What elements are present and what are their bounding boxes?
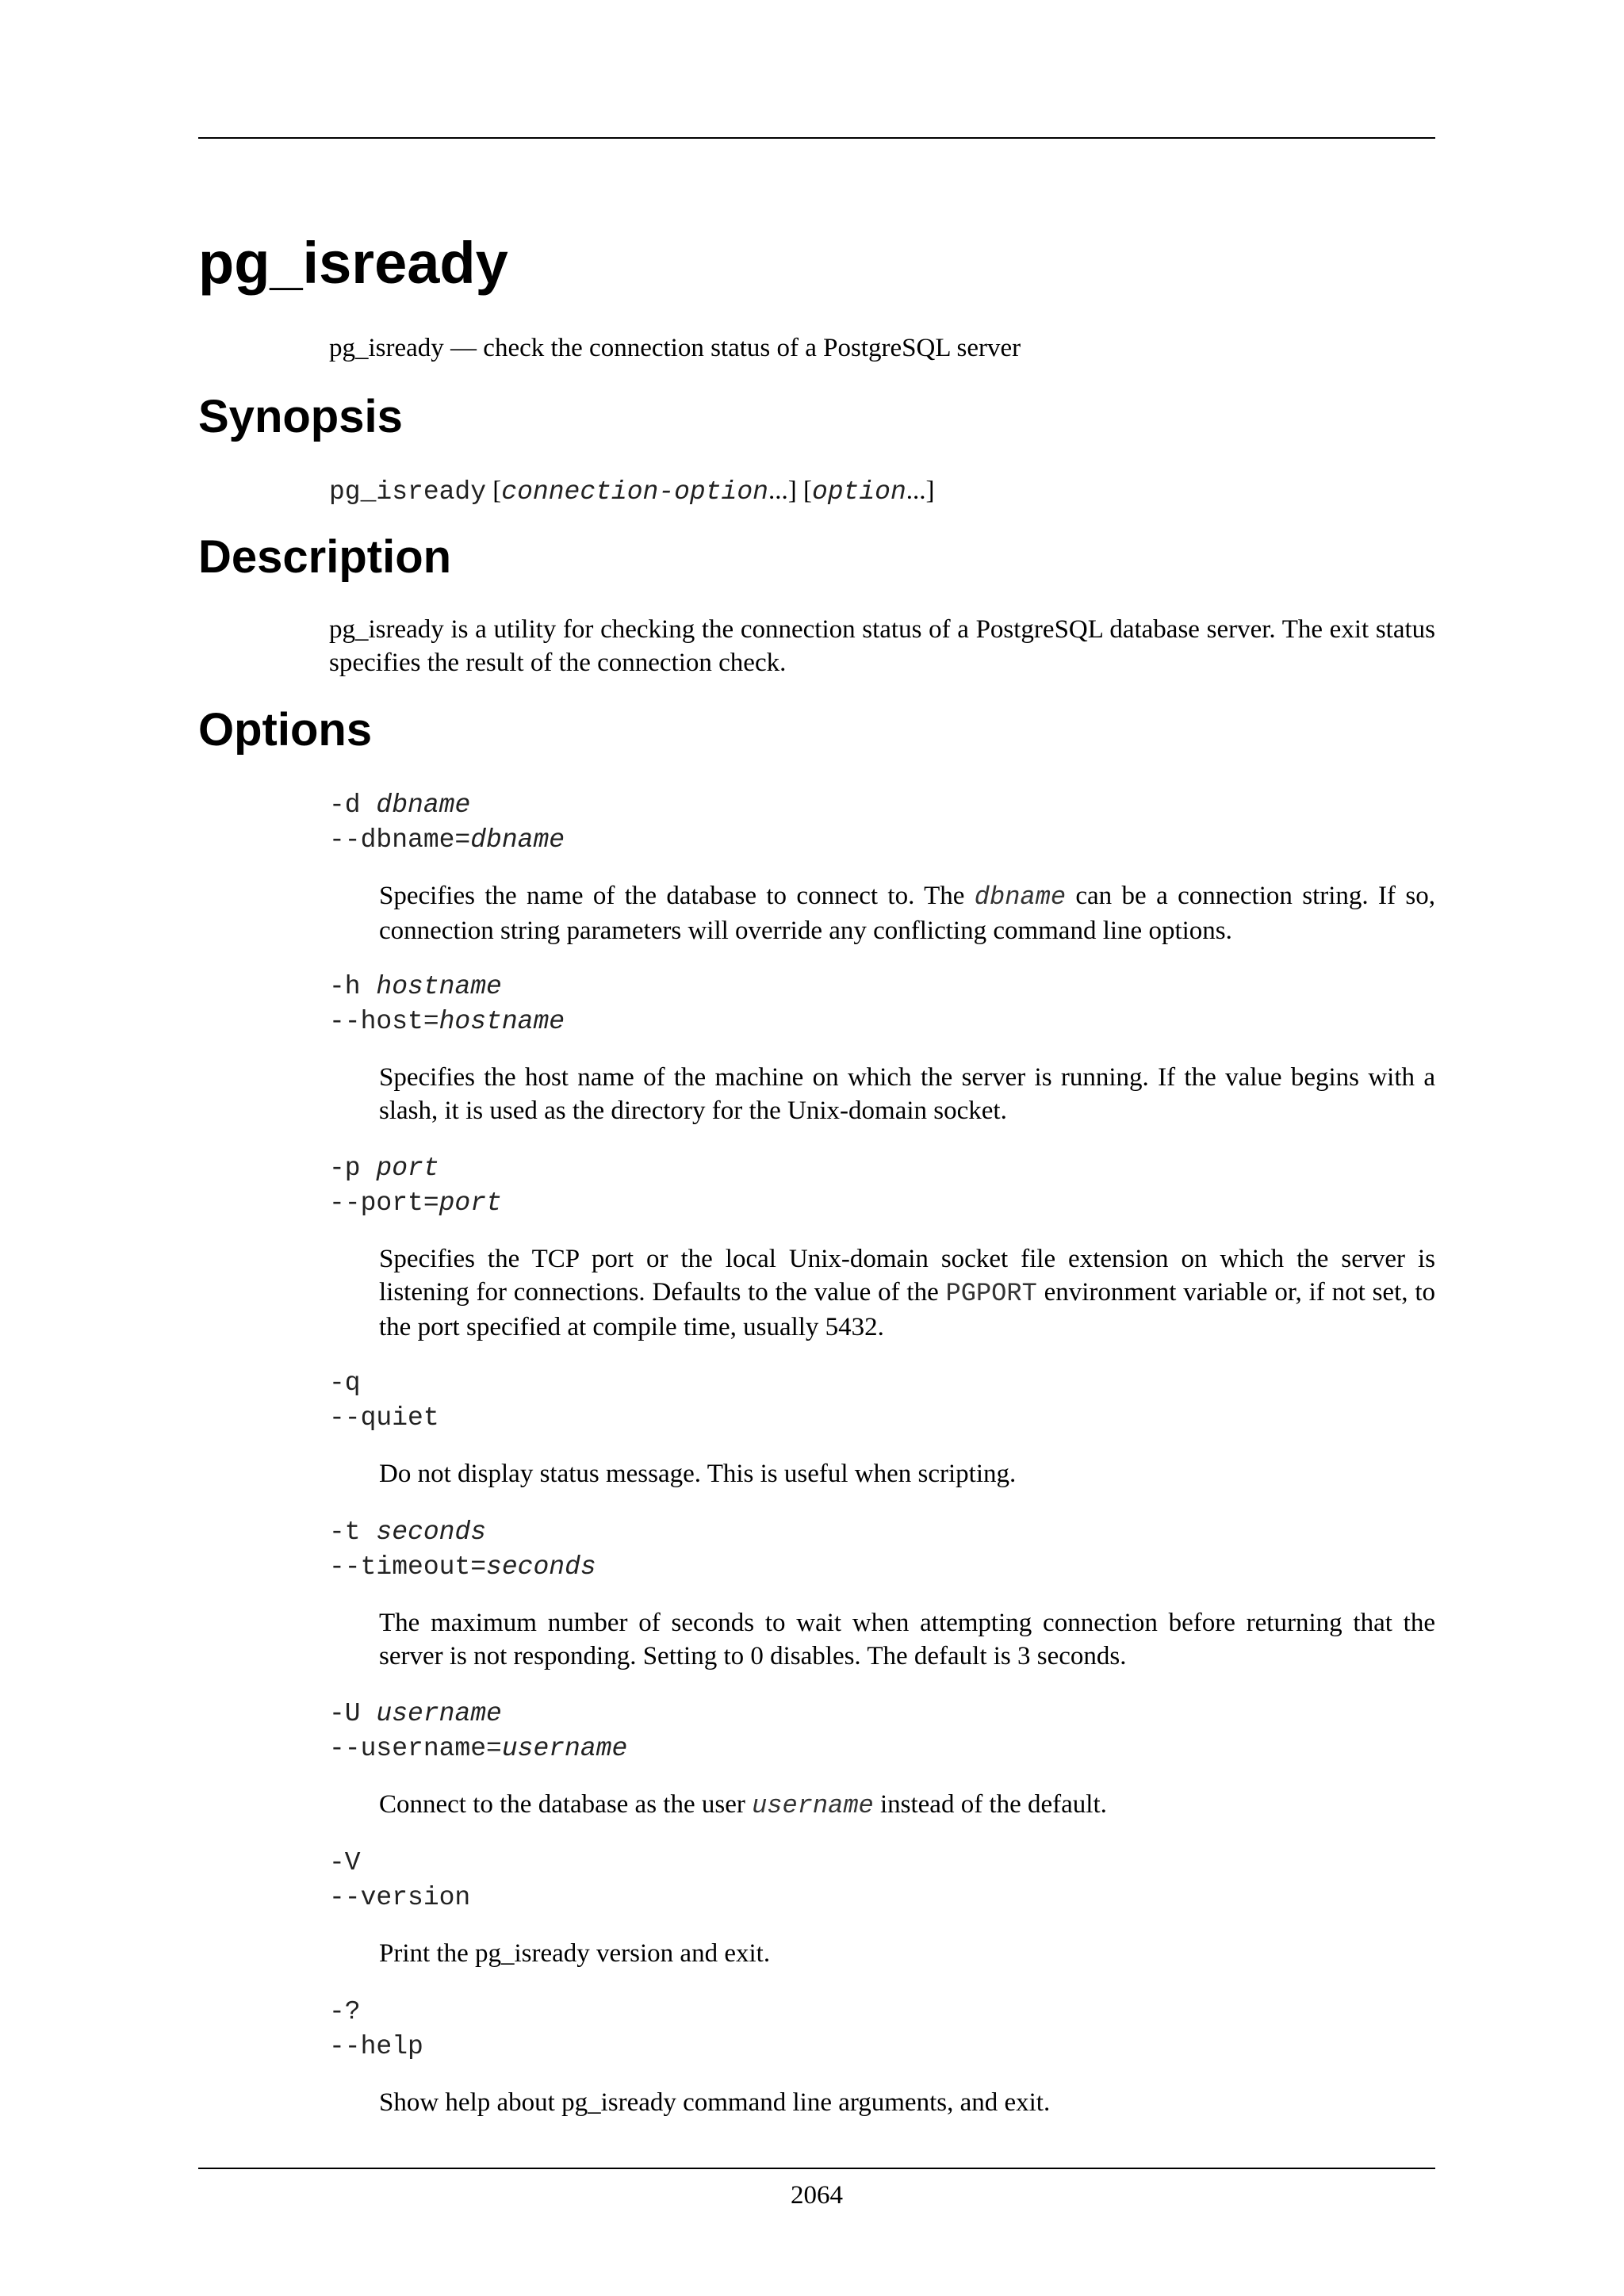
synopsis-close1: ...] [: [768, 476, 812, 505]
page-number: 2064: [791, 2181, 843, 2210]
option-desc-timeout: The maximum number of seconds to wait when attempting connection before returning that the server is not responding. Setting to 0 disables. The default is 3 seconds.: [379, 1609, 1435, 1670]
option-term-version: -V --version: [329, 1848, 471, 1912]
option-desc-port: Specifies the TCP port or the local Unix-domain socket file extension on which the server is listening for connections. Defaults to the value of the PGPORT environment variable or, if not set, to the port specified at compile time, usually 5432.: [379, 1245, 1435, 1341]
option-term-host: -h hostname --host=hostname: [329, 972, 565, 1036]
page-title: pg_isready: [198, 230, 508, 296]
synopsis-line: [329, 474, 1435, 509]
synopsis-arg2: option: [811, 477, 906, 507]
option-desc-username: Connect to the database as the user username instead of the default.: [379, 1790, 1107, 1820]
heading-description: Description: [198, 531, 452, 583]
option-desc-host: Specifies the host name of the machine on which the server is running. If the value begins with a slash, it is used as the directory for the Unix-domain socket.: [379, 1063, 1435, 1125]
option-term-help: -? --help: [329, 1997, 423, 2061]
option-term-dbname: -d dbname --dbname=dbname: [329, 790, 565, 855]
option-desc-dbname: Specifies the name of the database to connect to. The dbname can be a connection string. If so, connection string parameters will override any conflicting command line options.: [379, 882, 1435, 945]
description-text: pg_isready is a utility for checking the connection status of a PostgreSQL database server. The exit status specifies the result of the connection check.: [329, 615, 1435, 677]
heading-synopsis: Synopsis: [198, 391, 403, 442]
option-term-timeout: -t seconds --timeout=seconds: [329, 1517, 596, 1582]
option-term-quiet: -q --quiet: [329, 1368, 439, 1433]
refpurpose: pg_isready — check the connection status of a PostgreSQL server: [329, 334, 1021, 362]
header-rule: [198, 137, 1435, 139]
option-term-username: -U username --username=username: [329, 1699, 628, 1763]
option-desc-help: Show help about pg_isready command line arguments, and exit.: [379, 2088, 1051, 2117]
synopsis-open1: [: [486, 476, 502, 505]
synopsis-arg1: connection-option: [501, 477, 768, 507]
option-term-port: -p port --port=port: [329, 1154, 502, 1218]
heading-options: Options: [198, 704, 373, 756]
synopsis-command: pg_isready: [329, 477, 487, 507]
option-desc-quiet: Do not display status message. This is useful when scripting.: [379, 1460, 1017, 1488]
synopsis-close2: ...]: [906, 476, 935, 505]
footer-rule: [198, 2168, 1435, 2169]
option-desc-version: Print the pg_isready version and exit.: [379, 1939, 771, 1968]
